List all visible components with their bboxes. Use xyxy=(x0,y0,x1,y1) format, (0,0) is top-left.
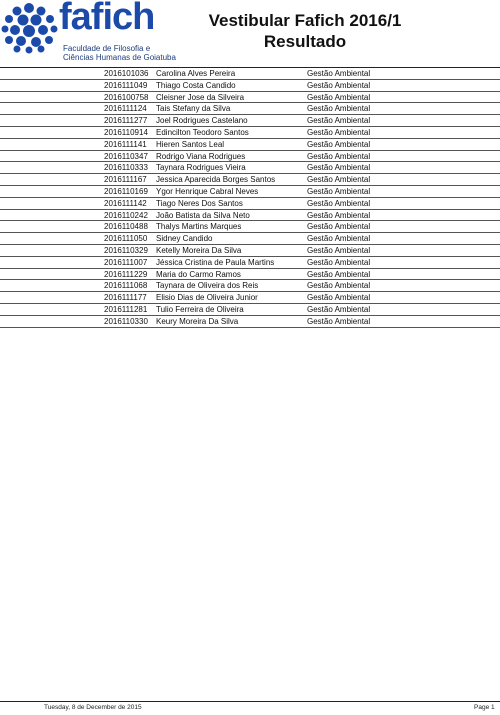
candidate-code: 2016110242 xyxy=(104,210,148,220)
course-name: Gestão Ambiental xyxy=(307,127,371,137)
course-name: Gestão Ambiental xyxy=(307,175,371,185)
logo-subtitle-line1: Faculdade de Filosofia e xyxy=(63,44,151,53)
course-name: Gestão Ambiental xyxy=(307,293,371,303)
candidate-code: 2016100758 xyxy=(104,92,149,102)
table-row xyxy=(0,115,500,127)
course-name: Gestão Ambiental xyxy=(307,186,371,196)
course-name: Gestão Ambiental xyxy=(307,222,371,232)
candidate-code: 2016111007 xyxy=(104,257,148,267)
course-name: Gestão Ambiental xyxy=(307,163,371,173)
page-header xyxy=(0,0,500,68)
candidate-name: Tulio Ferreira de Oliveira xyxy=(156,304,244,314)
table-row xyxy=(0,280,500,292)
table-row xyxy=(0,316,500,328)
candidate-name: Keury Moreira Da Silva xyxy=(156,316,239,326)
candidate-code: 2016110347 xyxy=(104,151,148,161)
candidate-name: Edincilton Teodoro Santos xyxy=(156,127,249,137)
candidate-code: 2016111167 xyxy=(104,175,147,185)
candidate-code: 2016111141 xyxy=(104,139,147,149)
table-row xyxy=(0,233,500,245)
table-row xyxy=(0,257,500,269)
candidate-code: 2016110330 xyxy=(104,316,148,326)
candidate-name: Joel Rodrigues Castelano xyxy=(156,116,248,126)
candidate-name: Maria do Carmo Ramos xyxy=(156,269,241,279)
candidate-name: Rodrigo Viana Rodrigues xyxy=(156,151,246,161)
course-name: Gestão Ambiental xyxy=(307,116,371,126)
table-row xyxy=(0,103,500,115)
table-row xyxy=(0,210,500,222)
candidate-code: 2016111281 xyxy=(104,304,148,314)
candidate-code: 2016111124 xyxy=(104,104,147,114)
candidate-name: Sidney Candido xyxy=(156,234,213,244)
table-row xyxy=(0,162,500,174)
course-name: Gestão Ambiental xyxy=(307,234,371,244)
candidate-name: Ygor Henrique Cabral Neves xyxy=(156,186,259,196)
globe-logo-icon xyxy=(1,2,61,54)
logo-wordmark: fafich xyxy=(59,0,155,38)
course-name: Gestão Ambiental xyxy=(307,245,371,255)
table-row xyxy=(0,245,500,257)
course-name: Gestão Ambiental xyxy=(307,257,371,267)
page-title xyxy=(190,10,420,52)
fafich-logo xyxy=(1,2,187,64)
table-row xyxy=(0,221,500,233)
footer-page-number: Page 1 xyxy=(474,704,495,711)
results-table xyxy=(0,68,500,328)
candidate-name: Cleisner Jose da Silveira xyxy=(156,92,245,102)
course-name: Gestão Ambiental xyxy=(307,69,371,78)
page-title-line2: Resultado xyxy=(263,32,347,51)
candidate-name: Thalys Martins Marques xyxy=(156,222,242,232)
table-row xyxy=(0,198,500,210)
footer-divider xyxy=(0,701,500,702)
table-row xyxy=(0,139,500,151)
course-name: Gestão Ambiental xyxy=(307,104,371,114)
candidate-code: 2016111049 xyxy=(104,80,148,90)
candidate-name: Tiago Neres Dos Santos xyxy=(156,198,243,208)
candidate-code: 2016101036 xyxy=(104,69,149,78)
candidate-code: 2016111050 xyxy=(104,234,148,244)
course-name: Gestão Ambiental xyxy=(307,304,371,314)
table-row xyxy=(0,127,500,139)
candidate-name: João Batista da Silva Neto xyxy=(156,210,250,220)
candidate-name: Tais Stefany da Silva xyxy=(156,104,231,114)
table-row xyxy=(0,269,500,281)
candidate-name: Taynara Rodrigues Vieira xyxy=(156,163,246,173)
table-row xyxy=(0,68,500,80)
table-row xyxy=(0,151,500,163)
course-name: Gestão Ambiental xyxy=(307,139,371,149)
table-row xyxy=(0,186,500,198)
candidate-name: Ketelly Moreira Da Silva xyxy=(156,245,242,255)
course-name: Gestão Ambiental xyxy=(307,316,371,326)
candidate-name: Elisio Dias de Oliveira Junior xyxy=(156,293,258,303)
candidate-name: Taynara de Oliveira dos Reis xyxy=(156,281,259,291)
course-name: Gestão Ambiental xyxy=(307,210,371,220)
table-row xyxy=(0,304,500,316)
logo-subtitle-line2: Ciências Humanas de Goiatuba xyxy=(63,53,176,62)
candidate-code: 2016111177 xyxy=(104,293,147,303)
candidate-name: Jessica Aparecida Borges Santos xyxy=(156,175,276,185)
course-name: Gestão Ambiental xyxy=(307,198,371,208)
course-name: Gestão Ambiental xyxy=(307,281,371,291)
table-row xyxy=(0,174,500,186)
candidate-name: Hieren Santos Leal xyxy=(156,139,225,149)
candidate-code: 2016110914 xyxy=(104,127,148,137)
table-row xyxy=(0,92,500,104)
candidate-code: 2016111277 xyxy=(104,116,148,126)
course-name: Gestão Ambiental xyxy=(307,269,371,279)
candidate-code: 2016111229 xyxy=(104,269,148,279)
candidate-code: 2016111142 xyxy=(104,198,147,208)
candidate-name: Carolina Alves Pereira xyxy=(156,69,236,78)
candidate-code: 2016111068 xyxy=(104,281,148,291)
footer-date: Tuesday, 8 de December de 2015 xyxy=(44,704,142,711)
course-name: Gestão Ambiental xyxy=(307,151,371,161)
candidate-code: 2016110329 xyxy=(104,245,148,255)
candidate-code: 2016110169 xyxy=(104,186,148,196)
logo-subtitle xyxy=(63,44,176,62)
course-name: Gestão Ambiental xyxy=(307,92,371,102)
course-name: Gestão Ambiental xyxy=(307,80,371,90)
candidate-name: Jéssica Cristina de Paula Martins xyxy=(156,257,275,267)
page-title-line1: Vestibular Fafich 2016/1 xyxy=(208,11,402,30)
candidate-code: 2016110333 xyxy=(104,163,148,173)
candidate-code: 2016110488 xyxy=(104,222,148,232)
table-row xyxy=(0,80,500,92)
candidate-name: Thiago Costa Candido xyxy=(156,80,236,90)
table-row xyxy=(0,292,500,304)
